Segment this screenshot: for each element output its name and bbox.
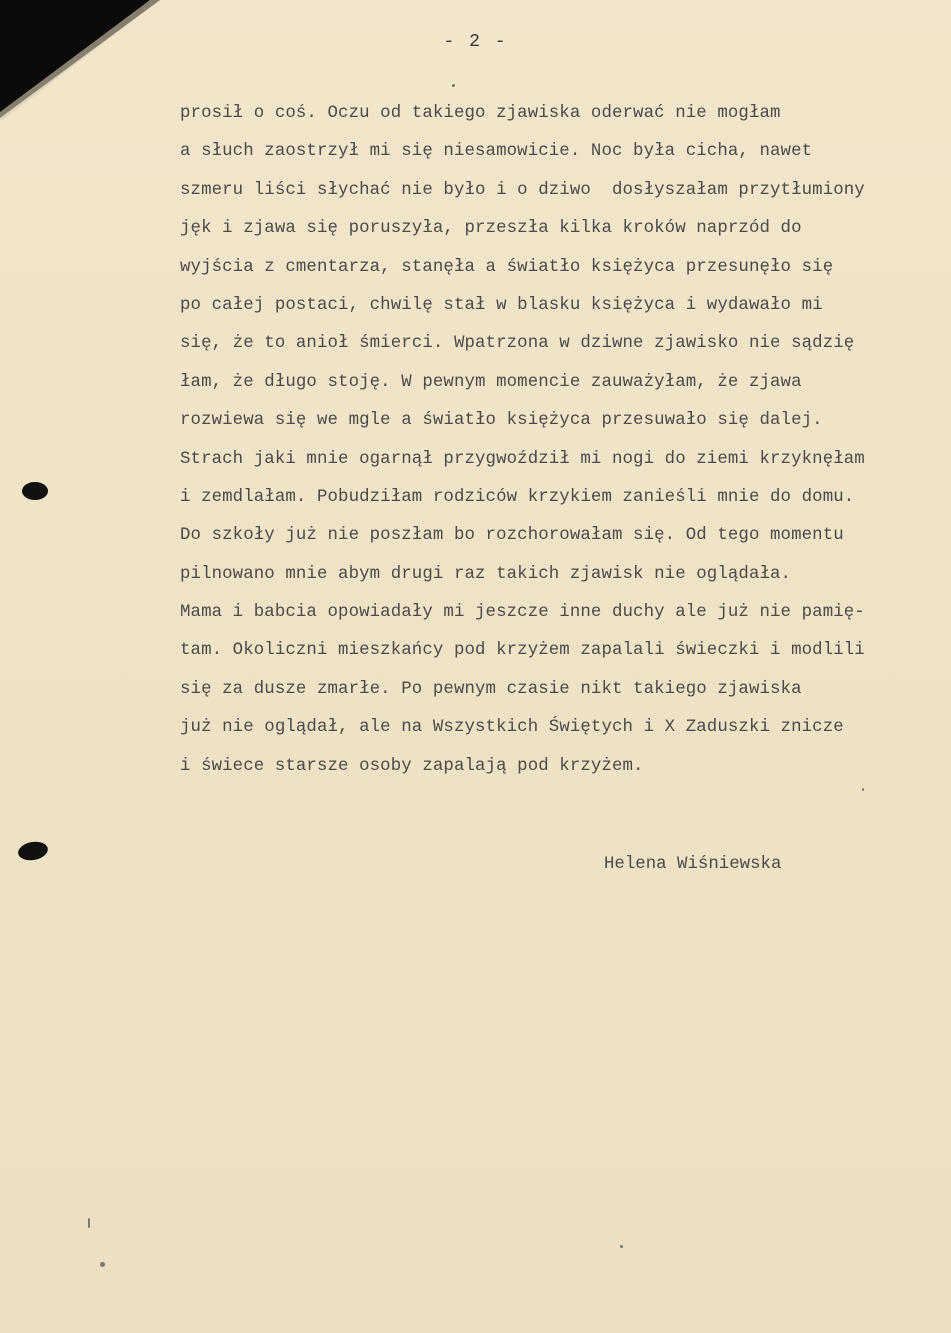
- paper-speck: [100, 1262, 105, 1267]
- text-line: szmeru liści słychać nie było i o dziwo dosłyszałam przytłumiony: [180, 180, 865, 200]
- text-line: Do szkoły już nie poszłam bo rozchorowałam się. Od tego momentu: [180, 526, 844, 546]
- text-line: już nie oglądał, ale na Wszystkich Świętych i X Zaduszki znicze: [180, 718, 844, 738]
- text-line: rozwiewa się we mgle a światło księżyca przesuwało się dalej.: [180, 411, 823, 431]
- text-line: tam. Okoliczni mieszkańcy pod krzyżem zapalali świeczki i modlili: [180, 641, 865, 661]
- signature: Helena Wiśniewska: [604, 855, 782, 874]
- text-line: prosił o coś. Oczu od takiego zjawiska oderwać nie mogłam: [180, 104, 781, 123]
- text-line: wyjścia z cmentarza, stanęła a światło księżyca przesunęło się: [180, 257, 834, 277]
- text-line: pilnowano mnie abym drugi raz takich zjawisk nie oglądała.: [180, 564, 792, 584]
- text-line: a słuch zaostrzył mi się niesamowicie. Noc była cicha, nawet: [180, 142, 813, 162]
- typed-body-text: [180, 95, 950, 786]
- text-line: jęk i zjawa się poruszyła, przeszła kilka kroków naprzód do: [180, 219, 802, 239]
- ink-blot: [17, 840, 50, 863]
- text-line: się, że to anioł śmierci. Wpatrzona w dziwne zjawisko nie sądzię: [180, 334, 855, 354]
- text-line: łam, że długo stoję. W pewnym momencie zauważyłam, że zjawa: [180, 372, 802, 392]
- text-line: Mama i babcia opowiadały mi jeszcze inne duchy ale już nie pamię-: [180, 603, 865, 623]
- text-line: po całej postaci, chwilę stał w blasku księżyca i wydawało mi: [180, 295, 823, 315]
- paper-speck: [862, 788, 864, 791]
- paper-speck: [88, 1218, 90, 1228]
- text-line: i zemdlałam. Pobudziłam rodziców krzykiem zanieśli mnie do domu.: [180, 487, 855, 507]
- paper-speck: [620, 1245, 623, 1248]
- page-number: - 2 -: [443, 32, 508, 52]
- folded-corner-shadow: [0, 0, 160, 120]
- paper-speck: [452, 84, 455, 87]
- text-line: Strach jaki mnie ogarnął przygwoździł mi nogi do ziemi krzyknęłam: [180, 449, 865, 469]
- text-line: się za dusze zmarłe. Po pewnym czasie nikt takiego zjawiska: [180, 679, 802, 699]
- ink-blot: [22, 482, 48, 500]
- text-line: i świece starsze osoby zapalają pod krzyżem.: [180, 756, 644, 776]
